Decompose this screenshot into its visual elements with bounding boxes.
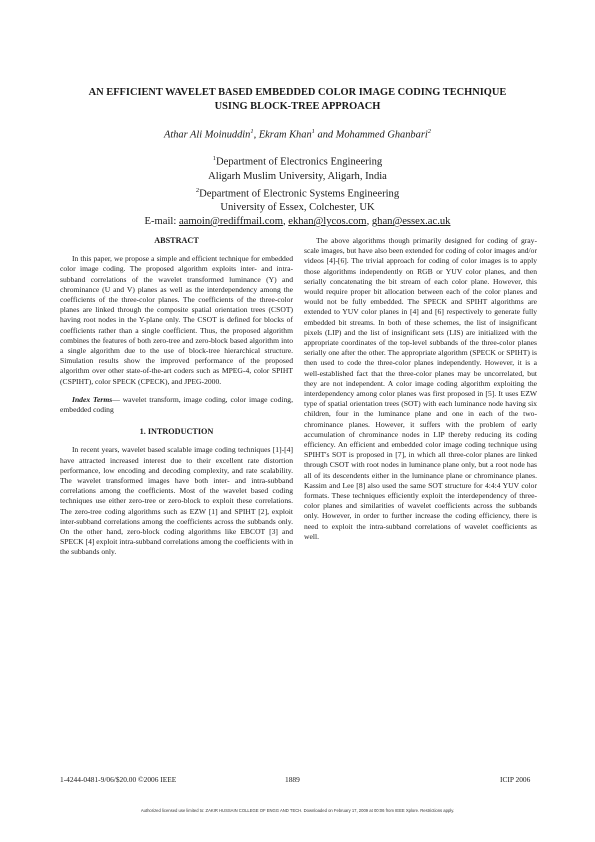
affil-dept-text: Department of Electronic Systems Engineering (199, 188, 400, 200)
email-line (40, 215, 555, 229)
email-link[interactable]: ghan@essex.ac.uk (371, 216, 451, 228)
affiliation-1-dept (40, 152, 555, 170)
intro-text: In recent years, wavelet based scalable image coding techniques [1]-[4] have attracted increased interest due to their excellent rate distortion performance, low encoding and decoding complexity, and rate scalability. The wavelet transformed images have both inter- and intra-subband correlations among the coefficients. Most of the wavelet based coding techniques use either zero-tree or zero-block to exploit these correlations. The zero-tree coding algorithms such as EZW [1] and SPIHT [2], exploit inter-subband correlations among the coefficients across the subbands only. On the other hand, zero-block coding algorithms like EBCOT [3] and SPECK [4] exploit intra-subband correlations among the coefficients with in the subbands only. (60, 445, 293, 557)
footer-copyright: 1-4244-0481-9/06/$20.00 ©2006 IEEE (60, 775, 177, 784)
footer-page-number: 1889 (285, 775, 300, 784)
author-separator: , (253, 129, 259, 141)
footer-conference: ICIP 2006 (500, 775, 531, 784)
license-notice: Authorized licensed use limited to: ZAKIR HUSSAIN COLLEGE OF ENGG AND TECH. Downloaded on February 17, 2009 at 00:06 from IEEE Xplore. Restrictions apply. (140, 808, 455, 813)
affil-mark: 1 (212, 155, 217, 162)
email-link[interactable]: ekhan@lycos.com (288, 216, 367, 228)
abstract-text: In this paper, we propose a simple and efficient technique for embedded color image coding. The proposed algorithm exploits inter- and intra-subband correlations of the wavelet transformed luminance (Y) and chrominance (U and V) planes as well as the interdependency among the coefficients of the three-color planes. The coefficients of the three-color planes are linked through the composite spatial orientation trees (CSOT) having root nodes in the Y-plane only. The CSOT is defined for blocks of coefficients rather than a single coefficient. Thus, the proposed algorithm combines the features of both zero-tree and zero-block based algorithm into a single algorithm due to the use of block-tree hierarchical structure. Simulation results show the improved performance of the proposed algorithm over other state-of-the-art coders such as MPEG-4, color SPIHT (CSPIHT), color SPECK (CPECK), and JPEG-2000. (60, 254, 293, 386)
index-terms-text: — wavelet transform, image coding, color image coding, embedded coding (60, 394, 294, 415)
title-line-1: AN EFFICIENT WAVELET BASED EMBEDDED COLOR IMAGE CODING TECHNIQUE (88, 87, 507, 98)
affiliations (40, 152, 555, 229)
author-affil-mark: 2 (427, 128, 432, 135)
email-separator: , (366, 216, 372, 228)
author-name: Athar Ali Moinuddin (163, 129, 251, 141)
email-label: E-mail: (144, 216, 179, 228)
intro-heading: 1. INTRODUCTION (139, 427, 214, 437)
author-list (40, 128, 555, 140)
index-terms (60, 395, 293, 415)
author-affil-mark: 1 (311, 128, 315, 135)
left-column (60, 236, 293, 558)
affiliation-2-univ: University of Essex, Colchester, UK (220, 202, 375, 214)
right-column (304, 236, 537, 542)
abstract-heading: ABSTRACT (154, 236, 199, 245)
affil-mark: 2 (195, 186, 200, 194)
email-link[interactable]: aamoin@rediffmail.com (178, 216, 283, 228)
right-column-text: The above algorithms though primarily designed for coding of gray-scale images, but have also been extended for coding of color images and/or videos [4]-[6]. The trivial approach for coding of color images is to apply those algorithms independently on RGB or YUV color planes, and then serially concatenating the bit stream of each color plane. However, this would require proper bit allocation between each of the color planes and would not be fully embedded. The SPECK and SPIHT algorithms are extended to YUV color planes in [4] and [6] respectively to generate fully embedded bit streams. In both of these schemes, the list of insignificant pixels (LIP) and the list of insignificant sets (LIS) are initialized with the appropriate coordinates of the top-level subbands of the three-color planes serially one after the other. The appropriate algorithm (SPECK or SPIHT) is then used to code the three-color planes independently. However, it is a well-established fact that the three-color planes may be uncorrelated, but they are not independent. A color image coding algorithm exploiting the interdependency among color planes was first proposed in [5]. It uses EZW type of spatial orientation trees (SOT) with each luminance node having six children, four in the luminance plane and one in each of the two-chrominance planes. However, it suffers with the problem of early accumulation of chrominance nodes in LIP thereby reducing its coding efficiency. An efficient and embedded color image coding technique using SPIHT's SOT is proposed in [7], in which all three-color planes are linked through CSOT with root nodes in luminance plane only, but a root node has all of its descendents either in the luminance plane or chrominance planes. Kassim and Lee [8] also used the same SOT structure for 4:4:4 YUV color formats. These techniques efficiently exploit the interdependency of three-color planes and similarities of wavelet coefficients across the subbands only. However, in order to further increase the coding efficiency, there is need to exploit the intra-subband correlations of wavelet coefficients as well. (304, 236, 537, 541)
author-name: Ekram Khan (258, 129, 312, 141)
affiliation-1-univ: Aligarh Muslim University, Aligarh, India (208, 170, 387, 182)
author-name: Mohammed Ghanbari (335, 129, 428, 141)
affiliation-2-dept (40, 184, 555, 202)
author-affil-mark: 1 (250, 128, 254, 135)
author-separator: and (314, 129, 336, 141)
index-terms-label: Index Terms (72, 394, 113, 404)
title-line-2: USING BLOCK-TREE APPROACH (214, 101, 381, 112)
affil-dept-text: Department of Electronics Engineering (216, 156, 383, 168)
paper-title (40, 86, 555, 114)
email-separator: , (282, 216, 289, 228)
